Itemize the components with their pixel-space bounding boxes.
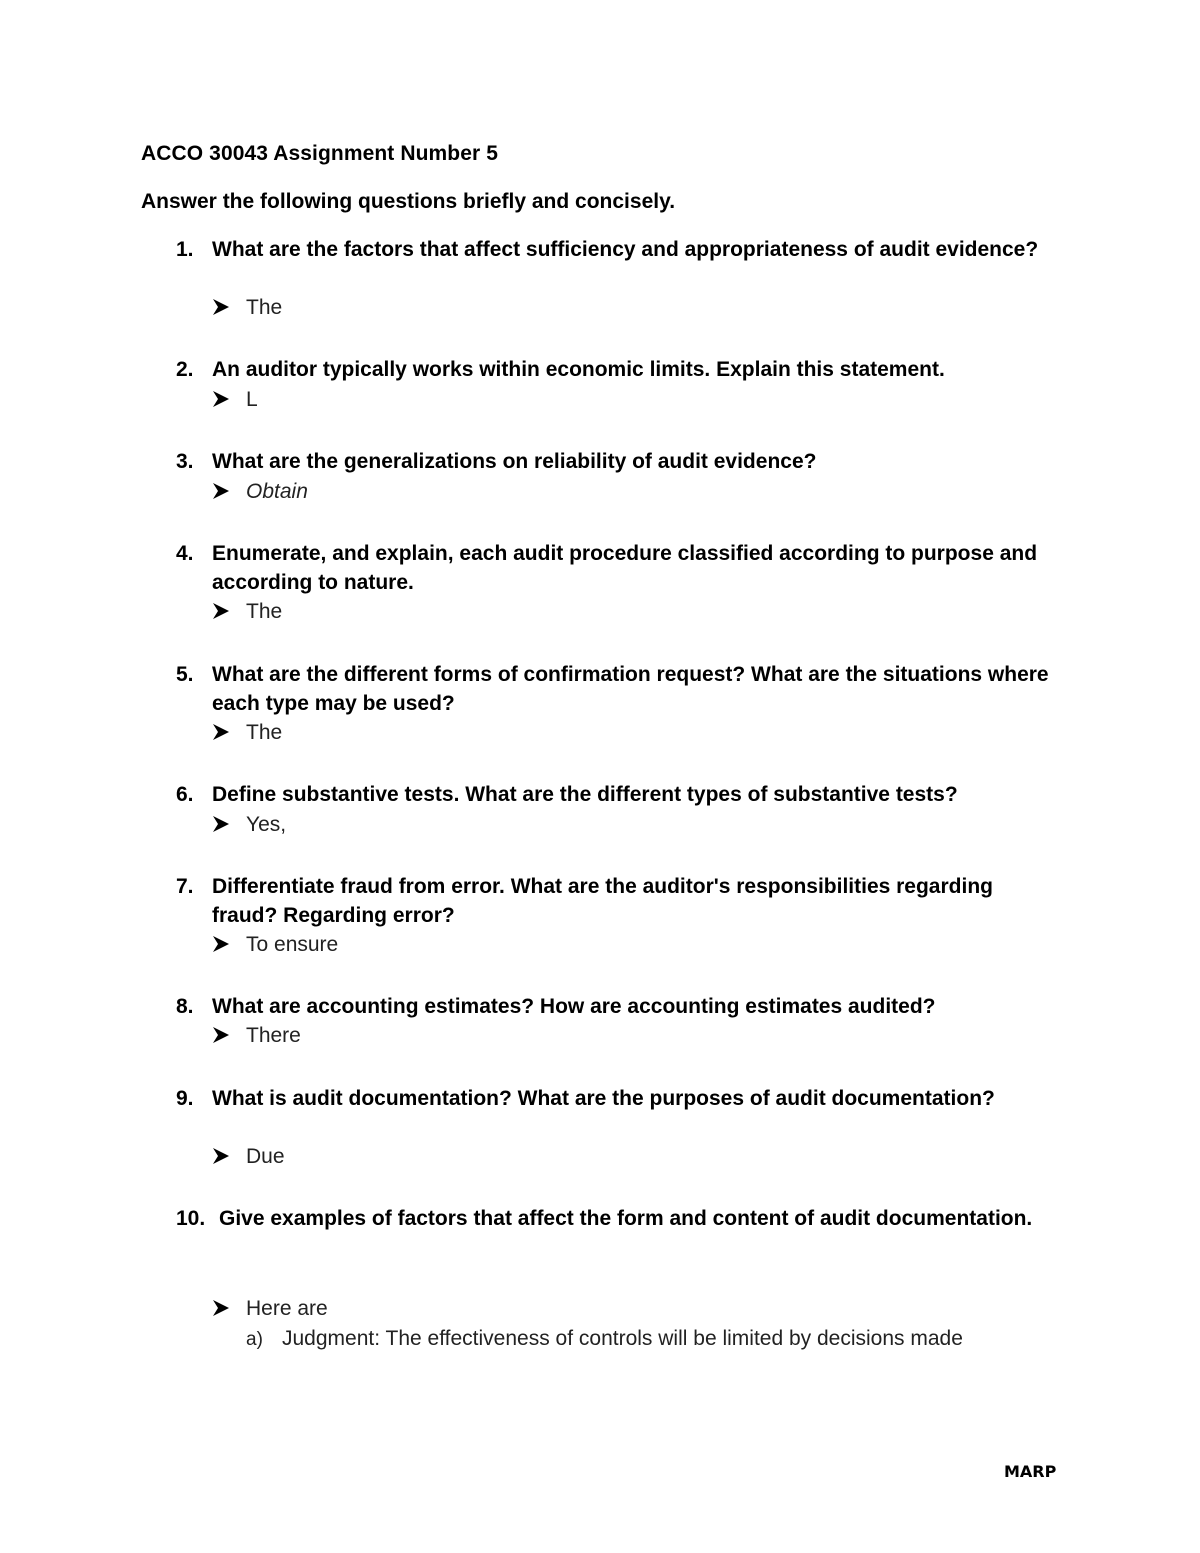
answer-text: Due bbox=[246, 1145, 285, 1168]
question-text: An auditor typically works within economic limits. Explain this statement. bbox=[212, 358, 945, 381]
answer-text: L bbox=[246, 388, 258, 411]
question-number: 1. bbox=[176, 238, 194, 261]
answer-7 bbox=[212, 930, 338, 959]
footer-initials: MARP bbox=[1004, 1462, 1057, 1481]
arrowhead-bullet-icon bbox=[212, 930, 246, 959]
question-text: Define substantive tests. What are the different types of substantive tests? bbox=[212, 783, 958, 806]
question-text: What are the generalizations on reliability of audit evidence? bbox=[212, 450, 817, 473]
question-number: 3. bbox=[176, 450, 194, 473]
question-number: 5. bbox=[176, 663, 194, 686]
answer-text: Here are bbox=[246, 1297, 328, 1320]
question-text: Differentiate fraud from error. What are the auditor's responsibilities regarding fraud? Regarding error? bbox=[212, 875, 993, 927]
question-number: 9. bbox=[176, 1087, 194, 1110]
question-number: 10. bbox=[176, 1207, 206, 1230]
question-text: What are accounting estimates? How are accounting estimates audited? bbox=[212, 995, 936, 1018]
question-number: 2. bbox=[176, 358, 194, 381]
arrowhead-bullet-icon bbox=[212, 477, 246, 506]
sub-item-text: Judgment: The effectiveness of controls will be limited by decisions made bbox=[282, 1327, 963, 1350]
answer-1 bbox=[212, 293, 282, 322]
arrowhead-bullet-icon bbox=[212, 1294, 246, 1323]
instructions: Answer the following questions briefly and concisely. bbox=[141, 190, 676, 213]
answer-10 bbox=[212, 1294, 328, 1323]
question-text: Enumerate, and explain, each audit procedure classified according to purpose and according to nature. bbox=[212, 542, 1038, 594]
question-number: 8. bbox=[176, 995, 194, 1018]
answer-text: There bbox=[246, 1024, 301, 1047]
question-number: 4. bbox=[176, 542, 194, 565]
answer-8 bbox=[212, 1021, 301, 1050]
answer-4 bbox=[212, 597, 282, 626]
answer-2 bbox=[212, 385, 258, 414]
sub-item-label: a) bbox=[246, 1329, 263, 1350]
answer-6 bbox=[212, 810, 286, 839]
question-number: 6. bbox=[176, 783, 194, 806]
arrowhead-bullet-icon bbox=[212, 1021, 246, 1050]
answer-text: Obtain bbox=[246, 480, 308, 503]
arrowhead-bullet-icon bbox=[212, 385, 246, 414]
answer-text: The bbox=[246, 296, 283, 319]
arrowhead-bullet-icon bbox=[212, 597, 246, 626]
arrowhead-bullet-icon bbox=[212, 293, 246, 322]
answer-text: The bbox=[246, 721, 283, 744]
arrowhead-bullet-icon bbox=[212, 718, 246, 747]
question-text: What are the factors that affect sufficiency and appropriateness of audit evidence? bbox=[212, 238, 1039, 261]
arrowhead-bullet-icon bbox=[212, 810, 246, 839]
sub-item-a bbox=[246, 1324, 963, 1354]
question-text: What are the different forms of confirmation request? What are the situations where each type may be used? bbox=[212, 663, 1049, 715]
answer-3 bbox=[212, 477, 308, 506]
answer-5 bbox=[212, 718, 282, 747]
question-text: What is audit documentation? What are the purposes of audit documentation? bbox=[212, 1087, 995, 1110]
answer-9 bbox=[212, 1142, 285, 1171]
page-title: ACCO 30043 Assignment Number 5 bbox=[141, 142, 498, 165]
answer-text: To ensure bbox=[246, 933, 339, 956]
arrowhead-bullet-icon bbox=[212, 1142, 246, 1171]
answer-text: The bbox=[246, 600, 283, 623]
question-text: Give examples of factors that affect the form and content of audit documentation. bbox=[219, 1207, 1033, 1230]
question-number: 7. bbox=[176, 875, 194, 898]
answer-text: Yes, bbox=[246, 813, 287, 836]
